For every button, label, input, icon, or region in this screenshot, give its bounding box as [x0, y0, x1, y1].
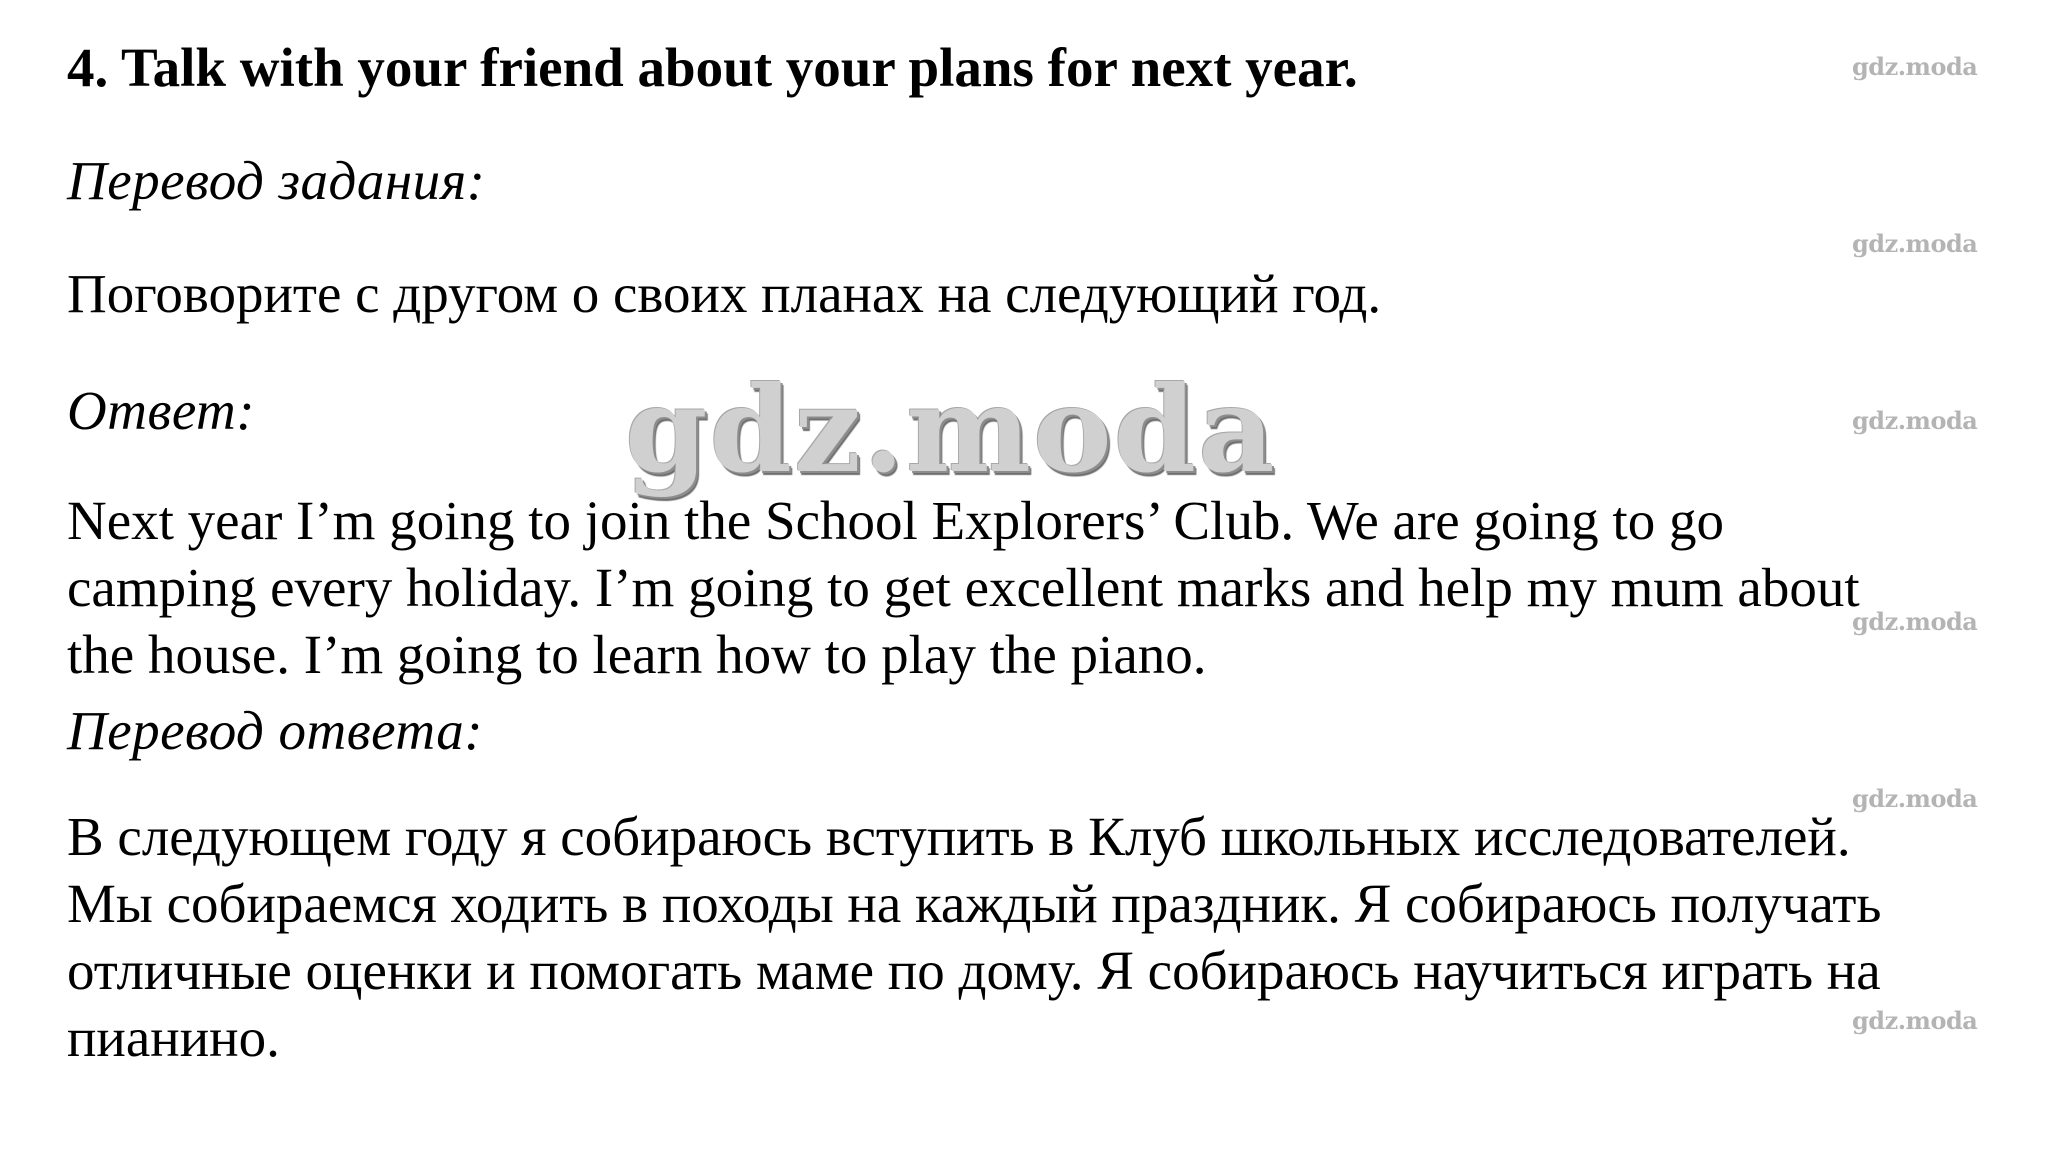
answer-translation-line-3: отличные оценки и помогать маме по дому. Я собираюсь научиться играть на — [67, 940, 1881, 1001]
watermark-small: gdz.moda — [1852, 406, 1978, 435]
task-title: 4. Talk with your friend about your plans for next year. — [67, 37, 1358, 98]
answer-translation-line-4: пианино. — [67, 1007, 280, 1068]
task-translation-label: Перевод задания: — [67, 150, 486, 211]
answer-line-3: the house. I’m going to learn how to play the piano. — [67, 624, 1207, 685]
watermark-small: gdz.moda — [1852, 784, 1978, 813]
watermark-small: gdz.moda — [1852, 607, 1978, 636]
task-translation-text: Поговорите с другом о своих планах на следующий год. — [67, 263, 1382, 324]
watermark-large: gdz.moda — [625, 360, 1277, 499]
answer-translation-label: Перевод ответа: — [67, 700, 484, 761]
answer-line-1: Next year I’m going to join the School Explorers’ Club. We are going to go — [67, 490, 1724, 551]
watermark-small: gdz.moda — [1852, 229, 1978, 258]
answer-label: Ответ: — [67, 380, 256, 441]
answer-line-2: camping every holiday. I’m going to get excellent marks and help my mum about — [67, 557, 1860, 618]
answer-translation-line-2: Мы собираемся ходить в походы на каждый праздник. Я собираюсь получать — [67, 873, 1882, 934]
answer-translation-line-1: В следующем году я собираюсь вступить в Клуб школьных исследователей. — [67, 806, 1851, 867]
watermark-small: gdz.moda — [1852, 52, 1978, 81]
watermark-small: gdz.moda — [1852, 1006, 1978, 1035]
